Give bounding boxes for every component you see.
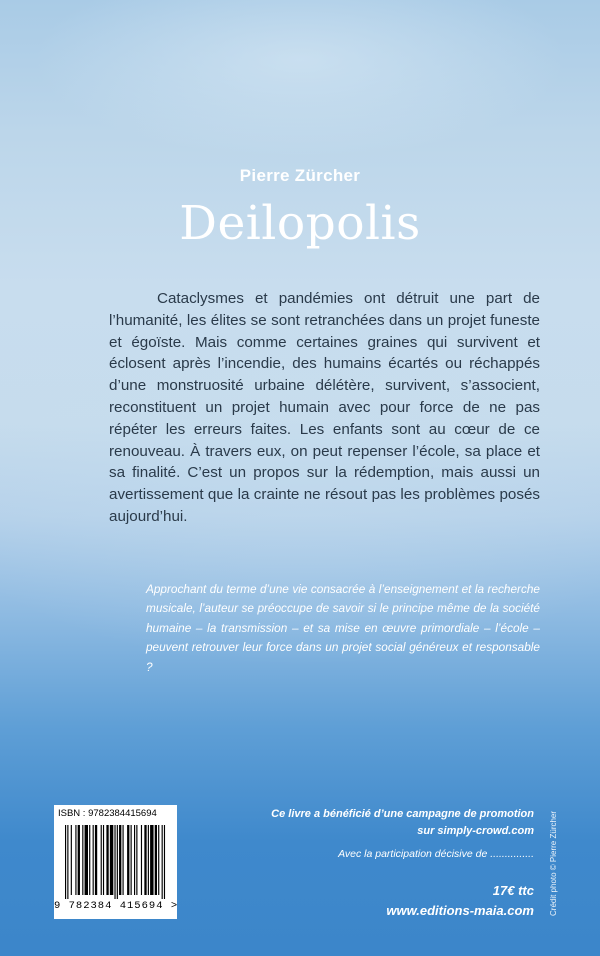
barcode-bars: [65, 825, 166, 899]
barcode-bar: [85, 825, 88, 895]
barcode-bar: [78, 825, 80, 895]
barcode-bar: [141, 825, 142, 895]
barcode-bar: [93, 825, 94, 895]
barcode-bar: [158, 825, 159, 895]
barcode-bar: [127, 825, 129, 895]
promotion-line-2: sur simply-crowd.com: [417, 825, 534, 837]
barcode-bar: [114, 825, 115, 899]
author-name: Pierre Zürcher: [239, 166, 361, 185]
price-label: 17€ ttc: [492, 883, 534, 898]
barcode-bar: [164, 825, 165, 899]
barcode-bar: [131, 825, 132, 895]
participation-line: Avec la participation décisive de ...............: [338, 848, 534, 860]
barcode-bar: [101, 825, 102, 895]
barcode-bar: [119, 825, 121, 895]
promotion-line-1: Ce livre a bénéficié d’une campagne de promotion: [271, 808, 534, 820]
barcode-bar: [65, 825, 66, 899]
synopsis-text: Cataclysmes et pandémies ont détruit une part de l’humanité, les élites se sont retranchées dans un projet funeste et égoïste. Mais comme certaines graines qui survivent et éclosent après l’incendie, des humains écartés ou réchappés d’une monstruosité urbaine délétère, survivent, s’associent, reconstituent un projet humain avec pour force de ne pas répéter les erreurs faites. Les enfants sont au cœur de ce renouveau. À travers eux, on peut repenser l’école, sa place et sa finalité. C’est un propos sur la rédemption, mais aussi un avertissement que la crainte ne résout pas les problèmes posés aujourd’hui.: [109, 290, 540, 525]
barcode-bar: [134, 825, 135, 895]
isbn-barcode-panel: [54, 805, 177, 919]
barcode-bar: [144, 825, 146, 895]
barcode-bar: [136, 825, 137, 895]
barcode-bar: [123, 825, 124, 895]
barcode-bar: [117, 825, 118, 899]
barcode-bar: [150, 825, 153, 895]
barcode-bar: [95, 825, 97, 895]
barcode-bar: [89, 825, 90, 895]
barcode-bar: [162, 825, 163, 899]
publisher-website: www.editions-maia.com: [386, 903, 534, 918]
barcode-bar: [67, 825, 68, 899]
barcode-bar: [75, 825, 76, 895]
barcode-bar: [82, 825, 83, 895]
isbn-label: ISBN : 9782384415694: [58, 808, 157, 819]
promotion-notice: [234, 806, 534, 840]
barcode-bar: [148, 825, 149, 895]
book-title: Deilopolis: [179, 196, 421, 251]
author-note-italic: Approchant du terme d’une vie consacrée à l’enseignement et la recherche musicale, l’auteur se préoccupe de savoir si le principe même de la société humaine – la transmission – et sa mise en œuvre primordiale – l’école – peuvent retrouver leur force dans un projet social généreux et responsable ?: [146, 582, 540, 674]
barcode-bar: [155, 825, 157, 895]
barcode-bar: [110, 825, 113, 895]
barcode-bar: [71, 825, 72, 895]
barcode-bar: [103, 825, 104, 895]
barcode-bar: [106, 825, 108, 895]
isbn-digits: 9 782384 415694 >: [54, 900, 179, 912]
photo-credit: Crédit photo © Pierre Zürcher: [549, 810, 558, 916]
